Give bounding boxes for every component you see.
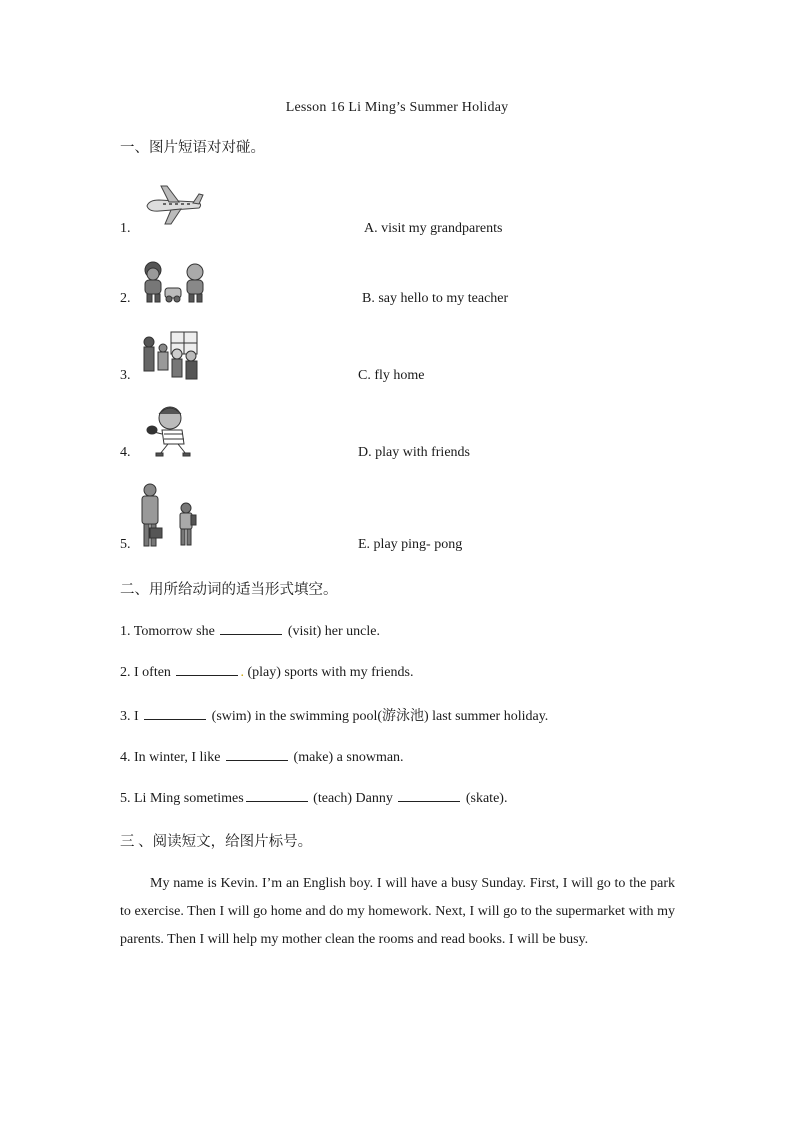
sentence-1-blank[interactable] — [220, 622, 282, 635]
sentence-2-dot: . — [240, 665, 244, 680]
option-d: D. play with friends — [358, 445, 470, 460]
page-title: Lesson 16 Li Ming’s Summer Holiday — [285, 100, 509, 115]
sentence-4-blank[interactable] — [226, 748, 288, 761]
sentence-5-blank-2[interactable] — [398, 789, 460, 802]
item-4-number: 4. — [120, 445, 131, 460]
sentence-5-blank-1[interactable] — [246, 789, 308, 802]
sentence-2-part-b: (play) sports with my friends. — [247, 665, 414, 680]
section-1-heading: 一、图片短语对对碰。 — [120, 140, 265, 156]
sentence-4-part-a: 4. In winter, I like — [120, 750, 221, 765]
option-e: E. play ping- pong — [358, 537, 463, 552]
reading-passage: My name is Kevin. I’m an English boy. I will have a busy Sunday. First, I will go to the park to exercise. Then I will go home and do my homework. Next, I will go to the supermarket with my parents. Then I will help my mother clean the rooms and read books. I will be busy. — [120, 876, 675, 947]
sentence-1-part-b: (visit) her uncle. — [287, 624, 380, 639]
item-1-number: 1. — [120, 221, 131, 236]
family-visit-icon — [141, 330, 201, 382]
item-3-number: 3. — [120, 368, 131, 383]
sentence-2-part-a: 2. I often — [120, 665, 171, 680]
item-2-number: 2. — [120, 291, 131, 306]
sentence-5-part-b: (teach) Danny — [313, 791, 393, 806]
item-5-number: 5. — [120, 537, 131, 552]
sentence-3 — [120, 705, 548, 725]
option-c: C. fly home — [358, 368, 425, 383]
sentence-1-part-a: 1. Tomorrow she — [120, 624, 215, 639]
section-2-heading: 二、用所给动词的适当形式填空。 — [120, 582, 338, 598]
sentence-5-part-c: (skate). — [465, 791, 508, 806]
sentence-1 — [120, 622, 380, 640]
sentence-3-part-b: (swim) in the swimming pool(游泳池) last summer holiday. — [211, 709, 549, 724]
sentence-4-part-b: (make) a snowman. — [293, 750, 404, 765]
sentence-5 — [120, 789, 507, 807]
boy-pingpong-icon — [144, 404, 194, 458]
sentence-4 — [120, 748, 404, 766]
sentence-3-blank[interactable] — [144, 707, 206, 720]
children-playing-icon — [137, 258, 213, 304]
sentence-2 — [120, 663, 413, 681]
airplane-icon — [143, 182, 205, 228]
section-3-heading: 三 、阅读短文，给图片标号。 — [120, 834, 313, 850]
option-a: A. visit my grandparents — [364, 221, 503, 236]
sentence-5-part-a: 5. Li Ming sometimes — [120, 791, 244, 806]
option-b: B. say hello to my teacher — [362, 291, 509, 306]
sentence-2-blank[interactable] — [176, 663, 238, 676]
sentence-3-part-a: 3. I — [120, 709, 139, 724]
teacher-student-icon — [138, 482, 200, 550]
